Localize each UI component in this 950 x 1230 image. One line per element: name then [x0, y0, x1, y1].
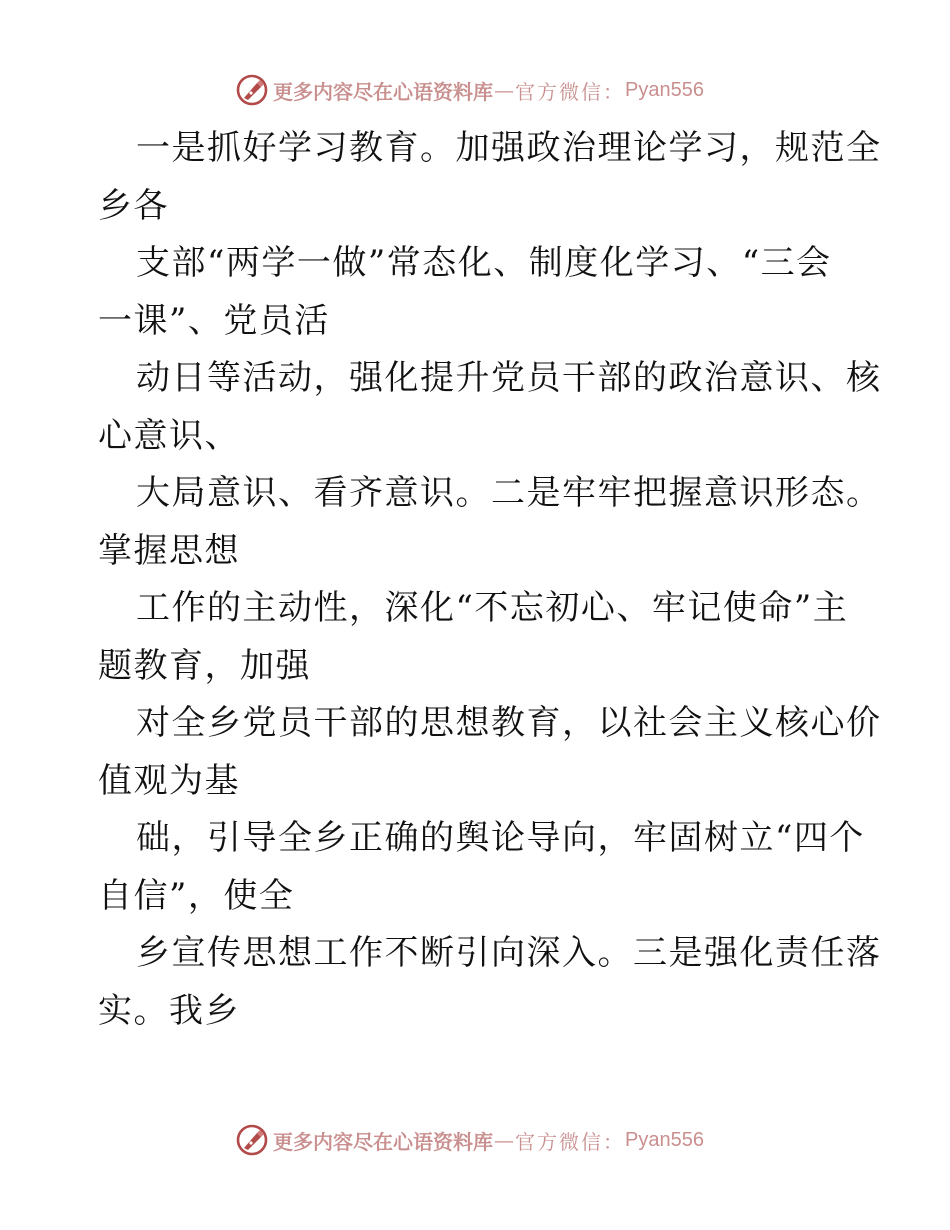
body-line: 乡宣传思想工作不断引向深入。三是强化责任落	[136, 933, 882, 973]
header-wechat-label: 官方微信：	[515, 79, 625, 104]
body-line: 支部“两学一做”常态化、制度化学习、“三会	[136, 243, 832, 283]
header-wechat-id: Pyan556	[625, 78, 704, 101]
header-dash: —	[494, 78, 514, 102]
body-line: 值观为基	[98, 760, 240, 801]
body-line: 心意识、	[98, 415, 240, 456]
body-line: 对全乡党员干部的思想教育，以社会主义核心价	[136, 703, 882, 743]
body-line: 自信”，使全	[98, 875, 295, 916]
body-line: 础，引导全乡正确的舆论导向，牢固树立“四个	[136, 818, 865, 858]
footer-dash: —	[494, 1128, 514, 1152]
body-line: 实。我乡	[98, 990, 240, 1031]
footer-wechat-id: Pyan556	[625, 1128, 704, 1151]
body-line: 乡各	[98, 185, 169, 226]
header-site-name: 更多内容尽在心语资料库	[273, 79, 493, 104]
pen-nib-logo-icon	[235, 1123, 269, 1157]
body-line: 一是抓好学习教育。加强政治理论学习，规范全	[136, 128, 882, 168]
body-line: 题教育，加强	[98, 645, 311, 686]
footer-banner	[235, 1122, 704, 1158]
body-text	[98, 120, 882, 1040]
body-line: 一课”、党员活	[98, 300, 330, 341]
footer-site-name: 更多内容尽在心语资料库	[273, 1129, 493, 1154]
body-line: 动日等活动，强化提升党员干部的政治意识、核	[136, 358, 882, 398]
body-line: 工作的主动性，深化“不忘初心、牢记使命”主	[136, 588, 849, 628]
footer-wechat-label: 官方微信：	[515, 1129, 625, 1154]
pen-nib-logo-icon	[235, 73, 269, 107]
body-line: 大局意识、看齐意识。二是牢牢把握意识形态。	[136, 473, 882, 513]
body-line: 掌握思想	[98, 530, 240, 571]
header-banner	[235, 72, 704, 108]
